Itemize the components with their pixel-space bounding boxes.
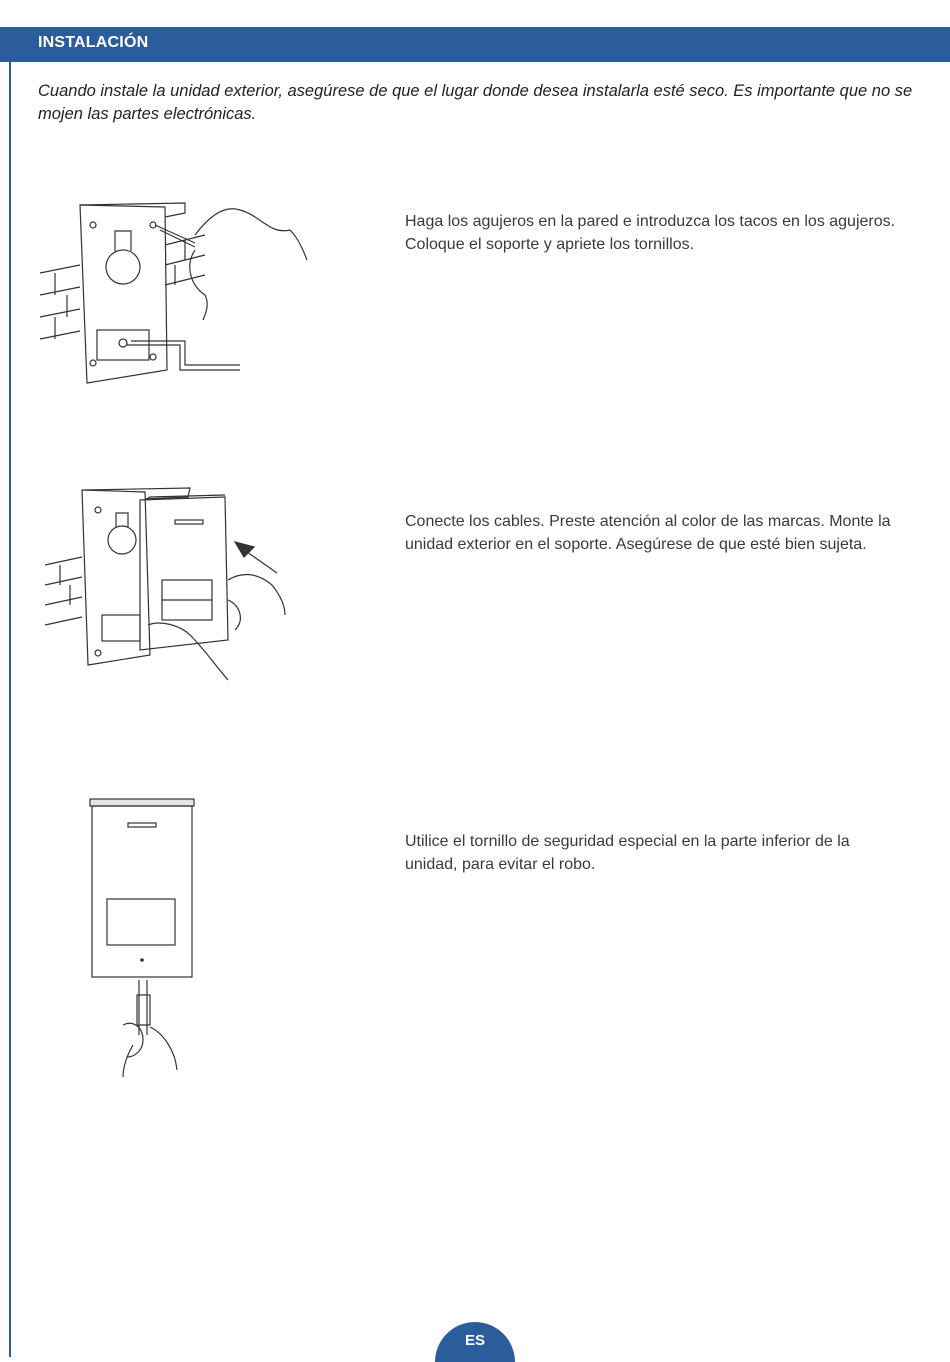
step-2-text: Conecte los cables. Preste atención al color de las marcas. Monte la unidad exterior en el soporte. Asegúrese de que esté bien sujeta. <box>405 513 891 553</box>
step-1-text: Haga los agujeros en la pared e introduzca los tacos en los agujeros. Coloque el soporte y apriete los tornillos. <box>405 213 896 253</box>
section-header-bar <box>0 27 950 62</box>
step-2-illustration <box>40 485 290 685</box>
left-margin-rule <box>9 62 11 1357</box>
language-page-tab <box>435 1322 515 1362</box>
step-1-illustration <box>35 195 315 395</box>
section-title: INSTALACIÓN <box>38 34 149 51</box>
step-3-illustration <box>85 795 205 1080</box>
intro-paragraph: Cuando instale la unidad exterior, asegúrese de que el lugar donde desea instalarla esté seco. Es importante que no se mojen las partes electrónicas. <box>38 82 913 123</box>
step-3-text: Utilice el tornillo de seguridad especial en la parte inferior de la unidad, para evitar el robo. <box>405 833 850 873</box>
page-label: ES <box>464 1332 485 1349</box>
